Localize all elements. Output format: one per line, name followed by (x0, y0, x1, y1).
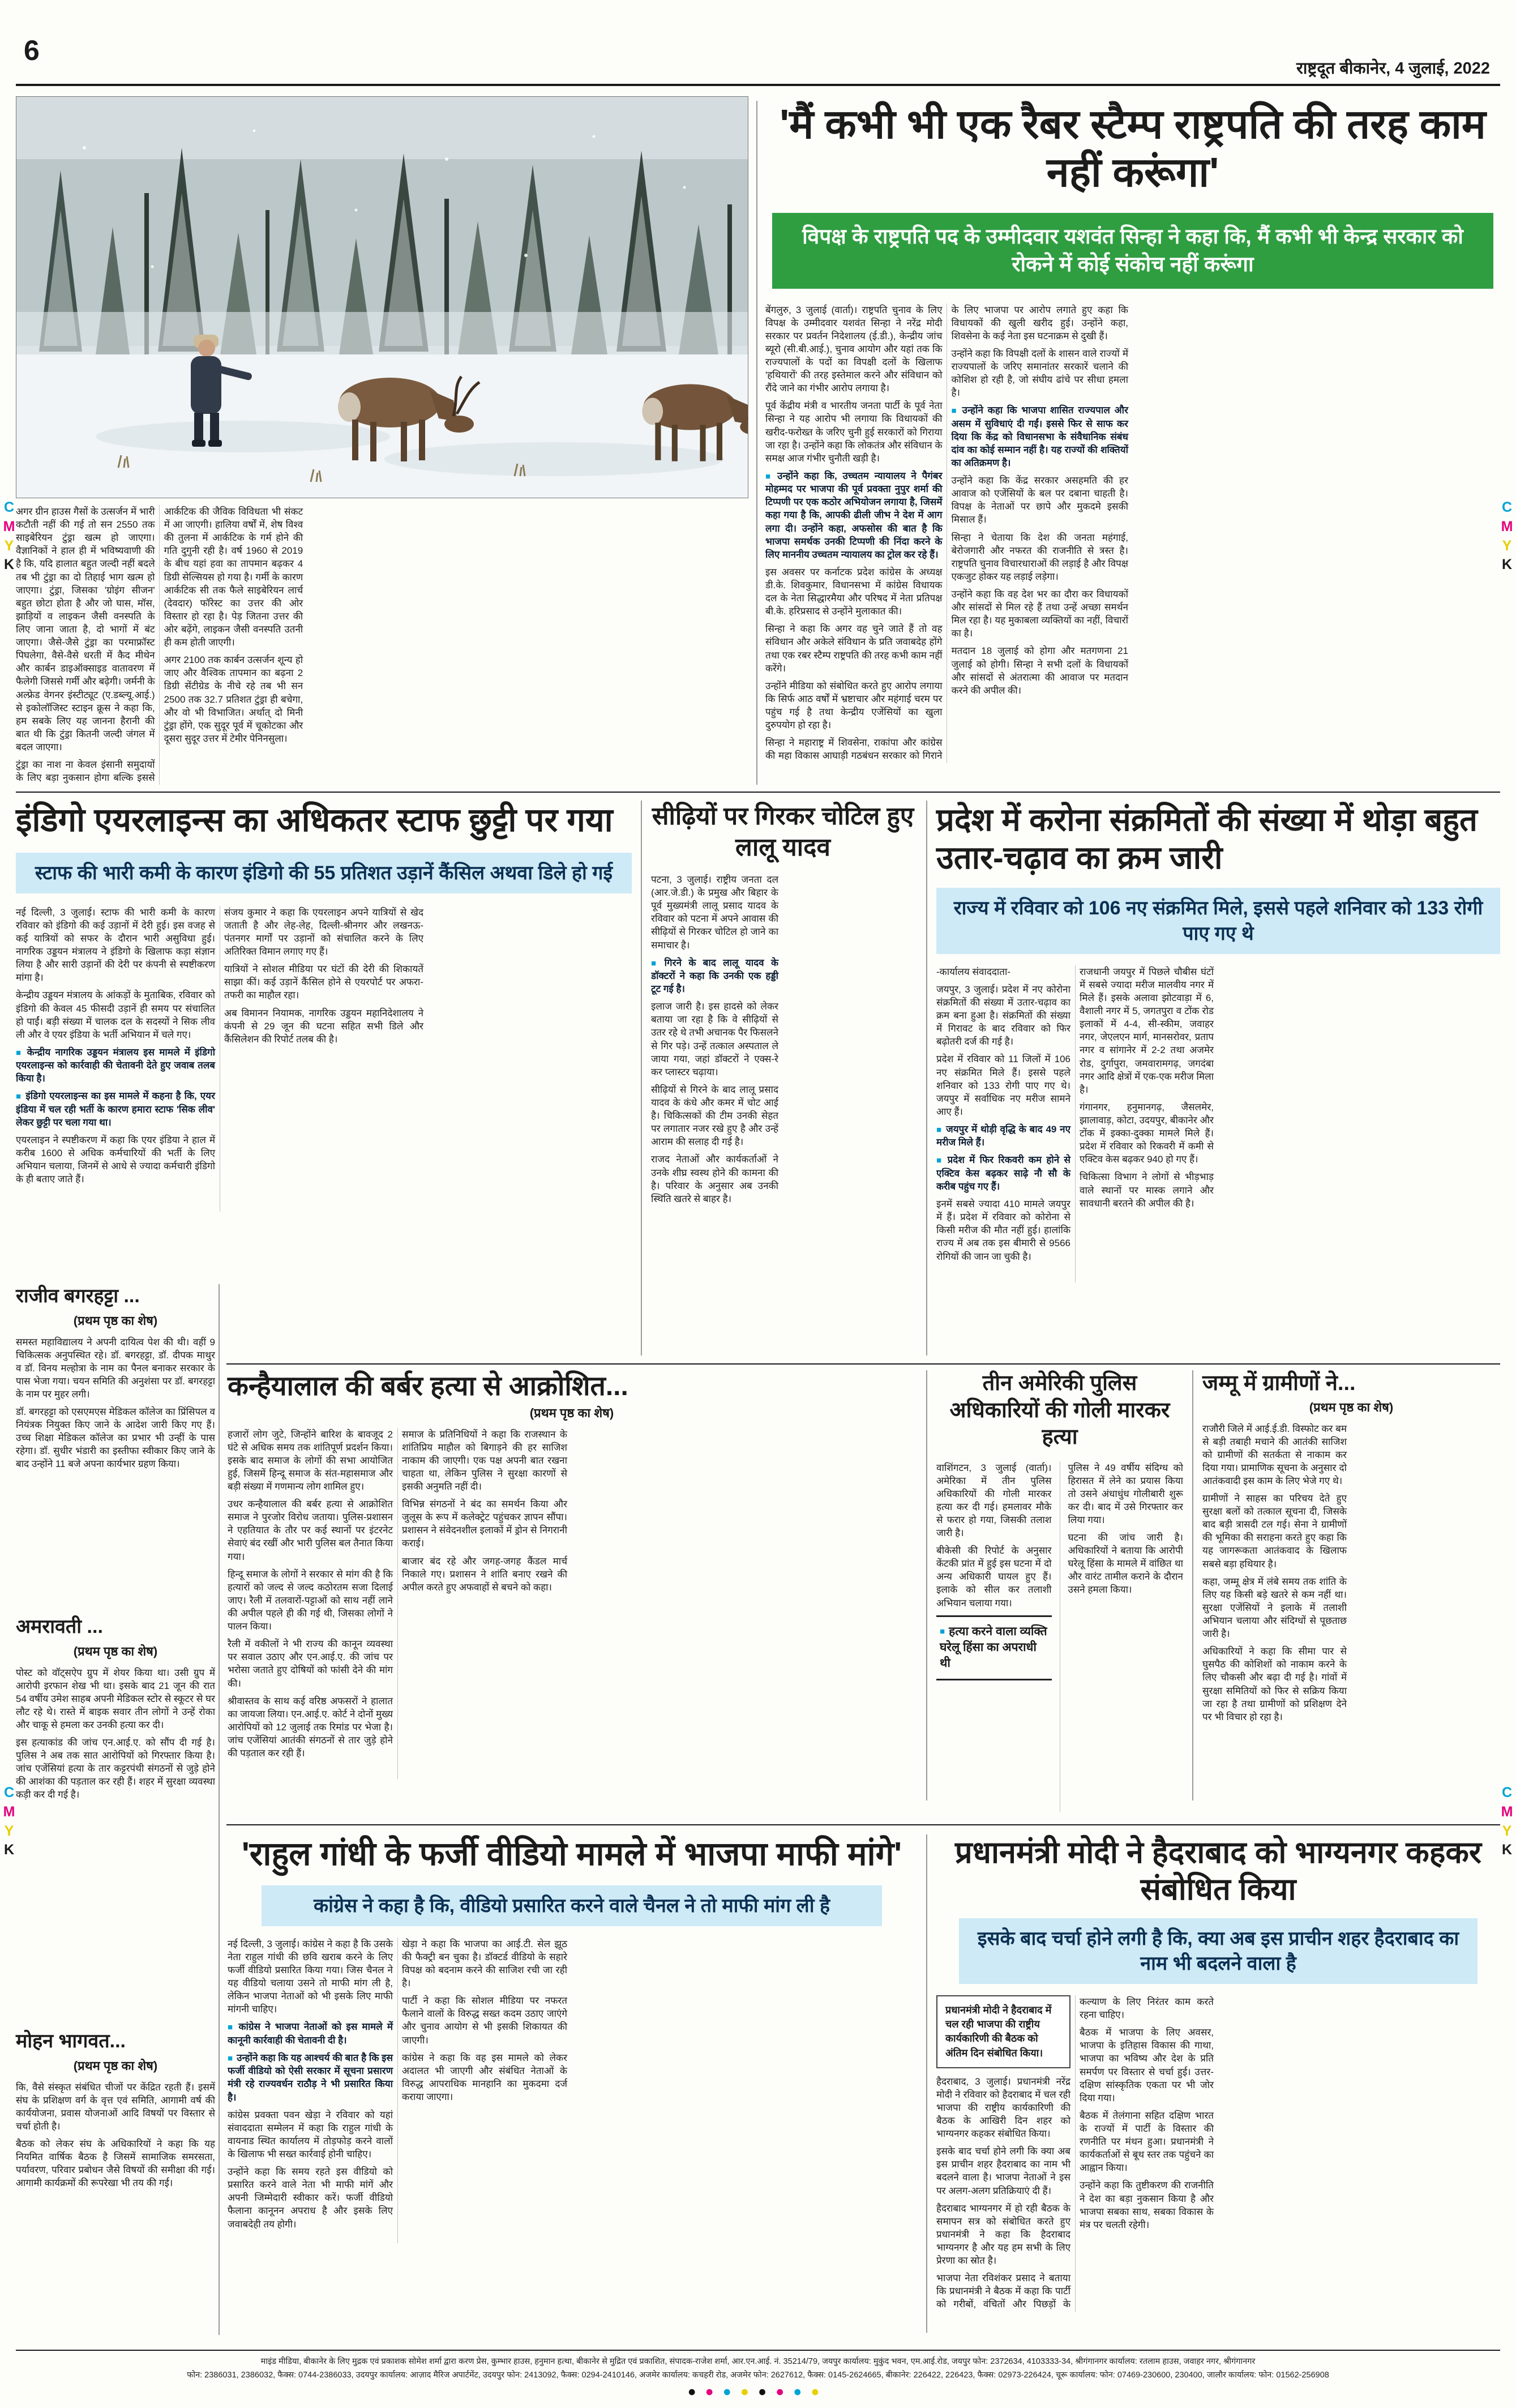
article-kanhaiyalal (228, 1370, 916, 1779)
section-rule (226, 1824, 1500, 1825)
bullet-square-icon: ■ (951, 406, 958, 416)
paragraph: इलाज जारी है। इस हादसे को लेकर बताया जा रहा है कि वे सीढ़ियों से उतर रहे थे तभी अचानक पैर फिसलने से गिर पड़े। उन्हें तत्काल अस्पताल ले जाया गया, जहां डॉक्टरों ने एक्स-रे कर प्लास्टर चढ़ाया। (651, 1001, 778, 1077)
article-body (936, 965, 1500, 1282)
paragraph: इस अवसर पर कर्नाटक प्रदेश कांग्रेस के अध्यक्ष डी.के. शिवकुमार, विधानसभा में कांग्रेस विधायक दल के नेता सिद्धारमैया और परिषद में नेता प्रतिपक्ष बी.के. हरिप्रसाद से उन्होंने मुलाकात की। (765, 566, 943, 617)
article-american-police (936, 1370, 1183, 1812)
article-body (16, 2081, 215, 2336)
paragraph: सिन्हा ने महाराष्ट्र में शिवसेना, राकांपा और कांग्रेस की महा विकास आघाड़ी गठबंधन सरकार को गिराने के लिए भाजपा पर आरोप लगाते हुए कहा कि विधायकों की खुली खरीद हुई। उन्होंने कहा, शिवसेना के कई नेता इस घटनाक्रम से दुखी हैं। (765, 304, 1128, 762)
paragraph: उन्होंने कहा कि तुष्टीकरण की राजनीति ने देश का बड़ा नुकसान किया है और भाजपा सबका साथ, सबका विकास के मंत्र पर चलती रहेगी। (1080, 2180, 1214, 2230)
section-rule (226, 1363, 1500, 1365)
paragraph: ■ उन्होंने कहा कि, उच्चतम न्यायालय ने पैगंबर मोहम्मद पर भाजपा की पूर्व प्रवक्ता नुपुर शर्मा की टिप्पणी पर एक कठोर अभियोजन लगाया है, जिसमें कहा गया है कि, आपकी ढीली जीभ ने देश में आग लगा दी। उन्होंने कहा, अफसोस की बात है कि भाजपा समर्थक उनकी टिप्पणी की निंदा करने के लिए माननीय उच्चतम न्यायालय का ट्रोल कर रहे हैं। (765, 470, 943, 560)
footer-rule (16, 2350, 1500, 2351)
cmyk-mark: K (3, 1842, 15, 1858)
cmyk-mark: K (1501, 557, 1513, 573)
paragraph: खेड़ा ने कहा कि भाजपा का आई.टी. सेल झूठ की फैक्ट्री बन चुका है। डॉक्टर्ड वीडियो के सहारे विपक्ष को बदनाम करने की साजिश रची जा रही है। (402, 1938, 567, 1989)
paragraph: भाजपा नेता रविशंकर प्रसाद ने बताया कि प्रधानमंत्री ने बैठक में कहा कि पार्टी को गरीबों, वंचितों और पिछड़ों के कल्याण के लिए निरंतर काम करते रहना चाहिए। (936, 1996, 1214, 2310)
paragraph: नई दिल्ली, 3 जुलाई। स्टाफ की भारी कमी के कारण रविवार को इंडिगो की कई उड़ानों में देरी हुई। इस वजह से कई यात्रियों को सफर के दौरान भारी असुविधा हुई। नागरिक उड्डयन मंत्रालय ने इंडिगो के खिलाफ कड़ा संज्ञान लिया है और सारी उड़ानों की देरी पर कंपनी से स्पष्टीकरण मांगा है। (16, 906, 215, 983)
page-number: 6 (24, 35, 40, 66)
headline: सीढ़ियों पर गिरकर चोटिल हुए लालू यादव (652, 802, 914, 861)
paragraph: रा‌जधानी जयपुर में पिछले चौबीस घंटों में सबसे ज्यादा मरीज मालवीय नगर में मिले हैं। इसके अलावा झोटवाड़ा में 6, वैशाली नगर में 5, जगतपुरा व टोंक रोड इलाकों में 4-4, सी-स्कीम, जवाहर नगर, जेएलएन मार्ग, मानसरोवर, प्रताप नगर व सांगानेर में 2-2 तथा अजमेर रोड, दुर्गापुरा, जमवारामगढ़, जगदंबा नगर आदि क्षेत्रों में एक-एक मरीज मिला है। (1080, 966, 1214, 1095)
bullet-square-icon: ■ (936, 1156, 944, 1166)
registration-dots (0, 2384, 1516, 2400)
registration-cmyk-left-2 (1, 1783, 17, 1860)
cmyk-mark: M (3, 518, 15, 534)
article-body (228, 1428, 916, 1779)
paragraph: ■ उन्होंने कहा कि भाजपा शासित राज्यपाल और असम में सुविधाएं दी गईं। इससे फिर से साफ कर दिया कि केंद्र को विधानसभा के संवैधानिक संबंध दांव का कोई सम्मान नहीं है। यह राज्यों की शक्तियों का अतिक्रमण है। (951, 405, 1128, 469)
headline: तीन अमेरिकी पुलिस अधिकारियों की गोली मारकर हत्या (949, 1371, 1170, 1449)
paragraph: उन्होंने कहा कि विपक्षी दलों के शासन वाले राज्यों में राज्यपालों के जरिए समानांतर सरकारें चलाने की कोशिश हो रही है, जो संघीय ढांचे पर सीधा हमला है। (951, 348, 1128, 399)
paragraph: कांग्रेस ने कहा कि वह इस मामले को लेकर अदालत भी जाएगी और संबंधित नेताओं के विरुद्ध आपराधिक मानहानि का मुकदमा दर्ज कराया जाएगा। (402, 2052, 567, 2102)
paragraph: ■ उन्होंने कहा कि यह आश्चर्य की बात है कि इस फर्जी वीडियो को ऐसी सरकार में सूचना प्रसारण मंत्री रहे राज्यवर्धन राठौड़ ने भी प्रसारित किया है। (228, 2052, 393, 2103)
headline: मोहन भागवत... (16, 2030, 126, 2052)
paragraph: ■ कांग्रेस ने भाजपा नेताओं को इस मामले में कानूनी कार्रवाही की चेतावनी दी है। (228, 2021, 393, 2046)
registration-dot: ● (687, 2384, 705, 2400)
bullet-square-icon: ■ (228, 2022, 235, 2033)
column-divider (756, 101, 757, 785)
column-divider (926, 1834, 927, 2333)
headline: इंडिगो एयरलाइन्स का अधिकतर स्टाफ छुट्टी पर गया (16, 802, 613, 839)
registration-cmyk-right-2 (1499, 1783, 1515, 1860)
cmyk-mark: C (1501, 499, 1513, 515)
subheadline-cyan: राज्य में रविवार को 106 नए संक्रमित मिले, इससे पहले शनिवार को 133 रोगी पाए गए थे (936, 888, 1500, 953)
paragraph: संजय कुमार ने कहा कि एयरलाइन अपने यात्रियों से खेद जताती है और लेह-लेह, दिल्ली-श्रीनगर और लखनऊ-पंतनगर मार्गों पर उड़ानों को संचालित करने के लिए अतिरिक्त विमान लगाए गए हैं। (224, 906, 423, 957)
article-corona (936, 801, 1500, 1282)
paragraph: नई दिल्ली, 3 जुलाई। कांग्रेस ने कहा है कि उसके नेता राहुल गांधी की छवि खराब करने के लिए फर्जी वीडियो प्रसारित किया गया। जिस चैनल ने यह वीडियो चलाया उसने तो माफी मांग ली है, लेकिन भाजपा नेताओं को भी इसके लिए माफी मांगनी चाहिए। (228, 1938, 393, 2015)
continuation-note: (प्रथम पृष्ठ का शेष) (529, 1405, 614, 1420)
registration-dot: ● (776, 2384, 794, 2400)
article-tundra-body (16, 505, 747, 785)
paragraph: एयरलाइन ने स्पष्टीकरण में कहा कि एयर इंडिया ने हाल में करीब 1600 से अधिक कर्मचारियों की भर्ती के लिए अभियान चलाया, जिनमें से आधे से ज्यादा कर्मचारी इंडिगो के ही बताए जाते हैं। (16, 1135, 215, 1185)
imprint-line-2: फोन: 2386031, 2386032, फैक्स: 0744-2386033, उदयपुर कार्यालय: आज़ाद मैरिज अपार्टमेंट, उदयपुर फोन: 2413092, फैक्स: 0294-2410146, अजमेर कार्यालय: कचहरी रोड, अजमेर फोन: 2627612, फैक्स: 0145-2624665, बीकानेर: 226422, 226423, फैक्स: 02973-226424, चूरू कार्यालय: फोन: 07469-230600, 230400, जालौर कार्यालय: फोन: 01562-256908 (187, 2371, 1329, 2380)
cmyk-mark: C (1501, 1785, 1513, 1800)
paragraph: डॉ. बगरहट्टा को एसएमएस मेडिकल कॉलेज का प्रिंसिपल व नियंत्रक नियुक्त किए जाने के आदेश जारी किए गए हैं। उच्च शिक्षा मेडिकल कॉलेज का प्रभार भी उन्हीं के पास रहेगा। डॉ. सुधीर भंडारी का इस्तीफा स्वीकार किए जाने के बाद उन्होंने 11 बजे अपना कार्यभार ग्रहण किया। (16, 1406, 215, 1470)
cmyk-mark: C (3, 499, 15, 515)
bullet-square-icon: ■ (16, 1047, 23, 1058)
imprint-line-1: माइंड मीडिया, बीकानेर के लिए मुद्रक एवं प्रकाशक सोमेश शर्मा द्वारा करण प्रेस, कुम्भार हाउस, हनुमान हत्था, बीकानेर से मुद्रित एवं प्रकाशित, संपादक-राजेश शर्मा, आर.एन.आई. नं. 35214/79, जयपुर कार्यालय: मुकुंद भवन, एम.आई.रोड, जयपुर फोन: 2372634, 4103333-34, श्रीगंगानगर कार्यालय: रतलाम हाउस, जवाहर नगर, श्रीगंगानगर (260, 2357, 1256, 2366)
pull-quote (936, 1615, 1052, 1680)
article-body (765, 303, 1500, 763)
paragraph: ग्रामीणों ने साहस का परिचय देते हुए सुरक्षा बलों को तत्काल सूचना दी, जिसके बाद बड़ी त्रासदी टल गई। सेना ने ग्रामीणों की भूमिका की सराहना करते हुए कहा कि यह जागरूकता आतंकवाद के खिलाफ सबसे बड़ा हथियार है। (1202, 1493, 1347, 1569)
article-column (1068, 1461, 1184, 1812)
paragraph: बैठक में तेलंगाना सहित दक्षिण भारत के राज्यों में पार्टी के विस्तार की रणनीति पर मंथन हुआ। प्रधानमंत्री ने कार्यकर्ताओं से बूथ स्तर तक पहुंचने का आह्वान किया। (1080, 2110, 1214, 2174)
continuation-note: (प्रथम पृष्ठ का शेष) (73, 1644, 158, 1658)
headline: जम्मू में ग्रामीणों ने... (1202, 1371, 1356, 1395)
paragraph: सीढ़ियों से गिरने के बाद लालू प्रसाद यादव के कंधे और कमर में चोट आई है। चिकित्सकों की टीम उनकी सेहत पर लगातार नजर रखे हुए है और उन्हें आराम की सलाह दी गई है। (651, 1084, 778, 1148)
article-body (16, 1336, 215, 1602)
paragraph: विभिन्न संगठनों ने बंद का समर्थन किया और जुलूस के रूप में कलेक्ट्रेट पहुंचकर ज्ञापन सौंपा। प्रशासन ने संवेदनशील इलाकों में ड्रोन से निगरानी कराई। (402, 1499, 567, 1549)
news-photo (16, 96, 748, 498)
paragraph: -कार्यालय संवाददाता- (936, 966, 1011, 977)
paragraph: अगर ग्रीन हाउस गैसों के उत्सर्जन में भारी कटौती नहीं की गई तो सन 2550 तक साइबेरियन टुंड्रा खत्म हो जाएगा। वैज्ञानिकों ने हाल ही में भविष्यवाणी की है कि, यदि हालात बहुत जल्दी नहीं बदले तब भी टुंड्रा का दो तिहाई भाग खत्म हो जाएगा। टुंड्रा, जिसका 'ग्रोइंग सीजन' बहुत छोटा होता है और जो घास, मॉस, झाड़ियों व लाइकन जैसी वनस्पति के लिए जाना जाता है, दो भागों में बंट जाएगा। जैसे-जैसे टुंड्रा का परमाफ्रॉस्ट पिघलेगा, वैसे-वैसे धरती में कैद मीथेन और कार्बन डाइऑक्साइड वातावरण में फैलेगी जिससे गर्मी और बढ़ेगी। जर्मनी के अल्फ्रेड वेगनर इंस्टीट्यूट (ए.डब्ल्यू.आई.) से इकोलॉजिस्ट स्टाइन क्रूस ने कहा कि, हम सबके लिए यह जानना हैरानी की बात थी कि टुंड्रा कितनी जल्दी जंगल में बदल जाएगा। (16, 506, 155, 752)
paragraph: कांग्रेस प्रवक्ता पवन खेड़ा ने रविवार को यहां संवाददाता सम्मेलन में कहा कि राहुल गांधी के वायनाड स्थित कार्यालय में तोड़फोड़ करने वालों के खिलाफ भी सख्त कार्रवाई होनी चाहिए। (228, 2109, 393, 2159)
subheadline-green: विपक्ष के राष्ट्रपति पद के उम्मीदवार यशवंत सिन्हा ने कहा कि, मैं कभी भी केन्द्र सरकार को रोकने में कोई संकोच नहीं करूंगा (772, 213, 1493, 289)
bullet-square-icon: ■ (16, 1092, 22, 1102)
paragraph: उन्होंने मीडिया को संबोधित करते हुए आरोप लगाया कि सिर्फ आठ वर्षों में भ्रष्टाचार और महंगाई चरम पर पहुंच गई है तथा केन्द्रीय एजेंसियों का खुला दुरुपयोग हो रहा है। (765, 680, 943, 731)
column-divider (926, 801, 927, 1355)
cmyk-mark: Y (4, 537, 14, 554)
article-amravati-continuation (16, 1615, 215, 2006)
article-column (936, 1461, 1060, 1812)
article-body (651, 873, 915, 1213)
article-modi (936, 1834, 1500, 2312)
headline: 'राहुल गांधी के फर्जी वीडियो मामले में भाजपा माफी मांगे' (241, 1836, 902, 1872)
paragraph: प्रदेश में रविवार को 11 जिलों में 106 नए संक्रमित मिले हैं। इससे पहले शनिवार को 133 रोगी पाए गए थे। जयपुर में सर्वाधिक नए मरीज सामने आए हैं। (936, 1054, 1070, 1117)
bullet-square-icon: ■ (228, 2053, 233, 2063)
continuation-note: (प्रथम पृष्ठ का शेष) (73, 1313, 158, 1328)
article-rajiv-continuation (16, 1284, 215, 1602)
paragraph: सिन्हा ने चेताया कि देश की जनता महंगाई, बेरोजगारी और नफरत की राजनीति से त्रस्त है। राष्ट्रपति चुनाव विचारधाराओं की लड़ाई है और विपक्ष एकजुट होकर यह लड़ाई लड़ेगा। (951, 532, 1128, 582)
cmyk-mark: K (1501, 1842, 1513, 1858)
paragraph: राजौरी जिले में आई.ई.डी. विस्फोट कर बम से बड़ी तबाही मचाने की आतंकी साजिश को ग्रामीणों की सतर्कता से नाकाम कर दिया गया। प्रामाणिक सूचना के अनुसार दो आतंकवादी इस काम के लिए भेजे गए थे। (1202, 1423, 1347, 1486)
cmyk-mark: M (1501, 518, 1513, 534)
column-divider (641, 801, 642, 1355)
cmyk-mark: Y (4, 1823, 14, 1839)
paragraph: चिकित्सा विभाग ने लोगों से भीड़भाड़ वाले स्थानों पर मास्क लगाने और सावधानी बरतने की अपील की है। (1080, 1171, 1214, 1209)
paragraph: वाशिंगटन, 3 जुलाई (वार्ता)। अमेरिका में तीन पुलिस अधिकारियों की गोली मारकर हत्या कर दी गई। हमलावर मौके से फरार हो गया, जिसकी तलाश जारी है। (936, 1462, 1052, 1539)
paragraph: इनमें सबसे ज्यादा 410 मामले जयपुर में हैं। प्रदेश में रविवार को कोरोना से किसी मरीज की मौत नहीं हुई। हालांकि राज्य में अब तक इस बीमारी से 9566 रोगियों की जान जा चुकी है। (936, 1199, 1070, 1262)
article-indigo (16, 801, 632, 1212)
paragraph: समस्त महाविद्यालय ने अपनी दायित्व पेश की थी। वहीं 9 चिकित्सक अनुपस्थित रहे। डॉ. बगरहट्टा, डॉ. दीपक माथुर व डॉ. विनय मल्होत्रा के नाम का पैनल बनाकर सरकार के पास भेजा गया। चयन समिति की अनुशंसा पर डॉ. बगरहट्टा के नाम पर मुहर लगी। (16, 1336, 215, 1400)
subheadline-cyan: इसके बाद चर्चा होने लगी है कि, क्या अब इस प्राचीन शहर हैदराबाद का नाम भी बदलने वाला है (959, 1918, 1478, 1984)
registration-cmyk-left-1 (1, 498, 17, 575)
paragraph: बेंगलुरु, 3 जुलाई (वार्ता)। राष्ट्रपति चुनाव के लिए विपक्ष के उम्मीदवार यशवंत सिन्हा ने नरेंद्र मोदी सरकार पर प्रवर्तन निदेशालय (ई.डी.), केन्द्रीय जांच ब्यूरो (सी.बी.आई.), चुनाव आयोग और यहां तक कि राज्यपालों के पदों का विपक्षी दलों के खिलाफ 'हथियारों' की तरह इस्तेमाल करने और संविधान को रौंदे जाने का गंभीर आरोप लगाया है। (765, 304, 943, 394)
headline: कन्हैयालाल की बर्बर हत्या से आक्रोशित... (228, 1371, 628, 1401)
paragraph: गंगानगर, हनुमानगढ़, जैसलमेर, झालावाड़, कोटा, उदयपुर, बीकानेर और टोंक में इक्का-दुक्का मामले मिले हैं। प्रदेश में रविवार को रिकवरी में कमी से एक्टिव केस बढ़कर 940 हो गए हैं। (1080, 1101, 1214, 1165)
article-body (936, 1995, 1500, 2312)
article-body (16, 906, 632, 1212)
paragraph: पुलिस ने 49 वर्षीय संदिग्ध को हिरासत में लेने का प्रयास किया तो उसने अंधाधुंध गोलीबारी शुरू कर दी। बाद में उसे गिरफ्तार कर लिया गया। (1068, 1462, 1183, 1525)
headline: 'मैं कभी भी एक रैबर स्टैम्प राष्ट्रपति की तरह काम नहीं करूंगा' (780, 102, 1486, 195)
headline: राजीव बगरहट्टा ... (16, 1285, 140, 1307)
paragraph: हजारों लोग जुटे, जिन्होंने बारिश के बावजूद 2 घंटे से अधिक समय तक शांतिपूर्ण प्रदर्शन किया। इसके बाद समाज के लोगों की सभा आयोजित हुई, जिसमें हिन्दू समाज के संत-महासमाज और बड़ी संख्या में गणमान्य लोग शामिल हुए। (228, 1428, 393, 1492)
article-body (936, 1461, 1183, 1812)
paragraph: उन्होंने कहा कि केंद्र सरकार असहमति की हर आवाज को एजेंसियों के बल पर दबाना चाहती है। विपक्ष के नेताओं पर छापे और मुकदमे इसकी मिसाल हैं। (951, 475, 1128, 525)
paragraph: ■ इंडिगो एयरलाइन्स का इस मामले में कहना है कि, एयर इंडिया में चल रही भर्ती के कारण हमारा स्टाफ 'सिक लीव' लेकर छुट्टी पर चला गया था। (16, 1090, 215, 1128)
article-body (228, 1937, 916, 2243)
paragraph: कि, वैसे संस्कृत संबंधित चीजों पर केंद्रित रहती हैं। इसमें संघ के प्रशिक्षण वर्ग के वृत्त एवं समिति, आगामी वर्ष की कार्ययोजना, प्रवास योजनाओं आदि विषयों पर विस्तार से चर्चा होती है। (16, 2081, 215, 2132)
column-divider (219, 1284, 220, 2335)
paragraph: यात्रियों ने सोशल मीडिया पर घंटों की देरी की शिकायतें साझा कीं। कई उड़ानें कैंसिल होने से एयरपोर्ट पर अफरा-तफरी का माहौल रहा। (224, 964, 423, 1001)
pull-quote-text: हत्या करने वाला व्यक्ति घरेलू हिंसा का अपराधी थी (940, 1624, 1047, 1670)
cmyk-mark: C (3, 1785, 15, 1800)
paragraph: उन्होंने कहा कि वह देश भर का दौरा कर विधायकों और सांसदों से मिल रहे हैं तथा उन्हें अच्छा समर्थन मिल रहा है। यह मुकाबला व्यक्तियों का नहीं, विचारों का है। (951, 589, 1128, 639)
cmyk-mark: Y (1502, 1823, 1512, 1839)
paragraph: ■ केन्द्रीय नागरिक उड्डयन मंत्रालय इस मामले में इंडिगो एयरलाइन्स को कार्रवाही की चेतावनी देते हुए जवाब तलब किया है। (16, 1046, 216, 1084)
bullet-square-icon: ■ (940, 1626, 945, 1636)
article-body (1202, 1422, 1500, 1773)
subheadline-cyan: स्टाफ की भारी कमी के कारण इंडिगो की 55 प्रतिशत उड़ानें कैंसिल अथवा डिले हो गई (16, 853, 632, 893)
continuation-note: (प्रथम पृष्ठ का शेष) (73, 2058, 158, 2073)
highlight-box: प्रधानमंत्री मोदी ने हैदराबाद में चल रही भाजपा की राष्ट्रीय कार्यकारिणी की बैठक को अंतिम दिन संबोधित किया। (936, 1995, 1070, 2068)
paragraph: उधर कन्हैयालाल की बर्बर हत्या से आक्रोशित समाज ने पुरजोर विरोध जताया। पुलिस-प्रशासन ने एहतियात के तौर पर कई स्थानों पर इंटरनेट सेवाएं बंद रखीं और भारी पुलिस बल तैनात किया गया। (228, 1499, 393, 1562)
registration-dot: ● (722, 2384, 740, 2400)
paragraph: इसके बाद चर्चा होने लगी कि क्या अब इस प्राचीन शहर हैदराबाद का नाम भी बदलने वाला है। भाजपा नेताओं ने इस पर अलग-अलग प्रतिक्रियाएं दी हैं। (936, 2146, 1070, 2196)
registration-dot: ● (793, 2384, 811, 2400)
paragraph: बीकेसी की रिपोर्ट के अनुसार केंटकी प्रांत में हुई इस घटना में दो अन्य अधिकारी घायल हुए हैं। इलाके को सील कर तलाशी अभियान चलाया गया। (936, 1545, 1052, 1609)
paragraph: श्रीवास्तव के साथ कई वरिष्ठ अफसरों ने हालात का जायजा लिया। एन.आई.ए. कोर्ट ने दोनों मुख्य आरोपियों को 12 जुलाई तक रिमांड पर भेजा है। जांच एजेंसियां आतंकी संगठनों से तार जुड़े होने की पड़ताल कर रही हैं। (228, 1695, 393, 1759)
bullet-square-icon: ■ (651, 958, 661, 968)
paragraph: हैदराबाद, 3 जुलाई। प्रधानमंत्री नरेंद्र मोदी ने रविवार को हैदराबाद में चल रही भाजपा की राष्ट्रीय कार्यकारिणी की बैठक के आखिरी दिन शहर को भाग्यनगर कहकर संबोधित किया। (936, 2076, 1070, 2140)
registration-dot: ● (740, 2384, 758, 2400)
section-rule (16, 792, 1500, 793)
cmyk-mark: Y (1502, 537, 1512, 554)
paragraph: राजद नेताओं और कार्यकर्ताओं ने उनके शीघ्र स्वस्थ होने की कामना की है। परिवार के अनुसार अब उनकी स्थिति खतरे से बाहर है। (651, 1154, 778, 1204)
paragraph: ■ जयपुर में थोड़ी वृद्धि के बाद 49 नए मरीज मिले हैं। (936, 1123, 1070, 1148)
paragraph: पार्टी ने कहा कि सोशल मीडिया पर नफरत फैलाने वालों के विरुद्ध सख्त कदम उठाए जाएंगे और चुनाव आयोग से भी इसकी शिकायत की जाएगी। (402, 1995, 567, 2046)
masthead: राष्ट्रदूत बीकानेर, 4 जुलाई, 2022 (1296, 59, 1490, 78)
subheadline-cyan: कांग्रेस ने कहा है कि, वीडियो प्रसारित करने वाले चैनल ने तो माफी मांग ली है (262, 1885, 882, 1926)
registration-dot: ● (811, 2384, 829, 2400)
registration-dot: ● (758, 2384, 776, 2400)
bullet-square-icon: ■ (936, 1124, 943, 1135)
cmyk-mark: K (3, 557, 15, 573)
registration-dot: ● (705, 2384, 723, 2400)
paragraph: पूर्व केंद्रीय मंत्री व भारतीय जनता पार्टी के पूर्व नेता सिन्हा ने यह आरोप भी लगाया कि विधायकों की खरीद-फरोख्त के जरिए चुनी हुई सरकारों को गिराया जा रहा है। उन्होंने कहा कि लोकतंत्र और संविधान के समक्ष आज गंभीर चुनौती खड़ी है। (765, 400, 943, 464)
paragraph: बैठक में भाजपा के लिए अवसर, भाजपा के इतिहास विकास की गाथा, भाजपा का भविष्य और देश के प्रति समर्पण पर विस्तार से चर्चा हुई। उत्तर-दक्षिण सांस्कृतिक एकता पर भी जोर दिया गया। (1080, 2027, 1214, 2103)
header-rule (16, 84, 1500, 86)
paragraph: इस हत्याकांड की जांच एन.आई.ए. को सौंप दी गई है। पुलिस ने अब तक सात आरोपियों को गिरफ्तार किया है। जांच एजेंसियां हत्या के तार कट्टरपंथी संगठनों से जुड़े होने की आशंका की पड़ताल कर रही हैं। शहर में सुरक्षा व्यवस्था कड़ी कर दी गई है। (16, 1737, 215, 1800)
article-mohan-continuation (16, 2029, 215, 2336)
paragraph: टुंड्रा का नाश ना केवल इंसानी समुदायों के लिए बड़ा नुकसान होगा बल्कि इससे आर्कटिक की जैविक विविधता भी संकट में आ जाएगी। हालिया वर्षों में, शेष विश्व की तुलना में आर्कटिक के गर्म होने की गति दुगुनी रही है। वर्ष 1960 से 2019 के बीच यहां हवा का तापमान बढ़कर 4 डिग्री सेल्सियस हो गया है। गर्मी के कारण आर्कटिक सी तक फैले साइबेरियन लार्च (देवदार) फॉरेस्ट का उत्तर की ओर विस्तार हो रहा है। पेड़ जितना उत्तर की ओर बढ़ेंगे, लाइकन जैसी वनस्पति उतनी ही कम होती जाएगी। (16, 506, 303, 784)
paragraph: रैली में वकीलों ने भी राज्य की कानून व्यवस्था पर सवाल उठाए और एन.आई.ए. की जांच पर भरोसा जताते हुए दोषियों को फांसी देने की मांग की। (228, 1639, 393, 1689)
article-lalu (651, 801, 915, 1213)
paragraph: हिन्दू समाज के लोगों ने सरकार से मांग की है कि हत्यारों को जल्द से जल्द कठोरतम सजा दिलाई जाए। रैली में तलवारों-पट्टाओं को साथ नहीं लाने की अपील पहले ही की गई थी, जिसका लोगों ने पालन किया। (228, 1568, 393, 1632)
article-rahul (228, 1834, 916, 2243)
bullet-square-icon: ■ (765, 471, 774, 481)
cmyk-mark: M (1501, 1803, 1513, 1820)
article-jammu-continuation (1202, 1370, 1500, 1773)
paragraph: अधिकारियों ने कहा कि सीमा पार से घुसपैठ की कोशिशों को नाकाम करने के लिए चौकसी और बढ़ा दी गई है। गांवों में सुरक्षा समितियों को फिर से सक्रिय किया जा रहा है तथा ग्रामीणों को प्रशिक्षण देने पर भी विचार हो रहा है। (1202, 1646, 1347, 1722)
photo-illustration (16, 97, 748, 498)
registration-cmyk-right-1 (1499, 498, 1515, 575)
column-divider (1192, 1370, 1193, 1800)
article-sinha (765, 101, 1500, 763)
paragraph: जयपुर, 3 जुलाई। प्रदेश में नए कोरोना संक्रमितों की संख्या में उतार-चढ़ाव का क्रम बना हुआ है। संक्रमितों की संख्या में गिरावट के बाद रविवार को फिर बढ़ोतरी दर्ज की गई है। (936, 983, 1070, 1047)
paragraph: समाज के प्रतिनिधियों ने कहा कि राजस्थान के शांतिप्रिय माहौल को बिगाड़ने की हर साजिश नाकाम की जाएगी। एक पक्ष अपनी बात रखना चाहता था, लेकिन पुलिस ने सुरक्षा कारणों से इसकी अनुमति नहीं दी। (402, 1428, 567, 1492)
paragraph: अब विमानन नियामक, नागरिक उड्डयन महानिदेशालय ने कंपनी से 29 जून की घटना सहित सभी डिले और कैंसिलेशन की रिपोर्ट तलब की है। (224, 1007, 423, 1045)
paragraph: हैदराबाद भाग्यनगर में हो रही बैठक के समापन सत्र को संबोधित करते हुए प्रधानमंत्री ने कहा कि हैदराबाद भाग्यनगर है और यह हम सभी के लिए प्रेरणा का स्रोत है। (936, 2202, 1070, 2266)
headline: प्रधानमंत्री मोदी ने हैदराबाद को भाग्यनगर कहकर संबोधित किया (955, 1836, 1481, 1906)
paragraph: ■ प्रदेश में फिर रिकवरी कम होने से एक्टिव केस बढ़कर साढ़े नौ सौ के करीब पहुंच गए हैं। (936, 1154, 1070, 1192)
paragraph: घटना की जांच जारी है। अधिकारियों ने बताया कि आरोपी घरेलू हिंसा के मामले में वांछित था और वारंट तामील कराने के दौरान उसने हमला किया। (1068, 1532, 1183, 1596)
paragraph: ■ गिरने के बाद लालू यादव के डॉक्टरों ने कहा कि उनकी एक हड्डी टूट गई है। (651, 957, 778, 995)
continuation-note: (प्रथम पृष्ठ का शेष) (1309, 1400, 1394, 1414)
paragraph: बैठक को लेकर संघ के अधिकारियों ने कहा कि यह नियमित वार्षिक बैठक है जिसमें सामाजिक समरसता, पर्यावरण, परिवार प्रबोधन जैसे विषयों की समीक्षा की गई। आगामी कार्यक्रमों की रूपरेखा भी तय की गई। (16, 2138, 215, 2189)
paragraph: पोस्ट को वॉट्सऐप ग्रुप में शेयर किया था। उसी ग्रुप में आरोपी इरफान शेख भी था। इसके बाद 21 जून की रात 54 वर्षीय उमेश साहब अपनी मेडिकल स्टोर से स्कूटर से घर लौट रहे थे। रास्ते में बाइक सवार तीन लोगों ने उन्हें रोका और चाकू से हमला कर उनकी हत्या कर दी। (16, 1667, 215, 1730)
headline: प्रदेश में करोना संक्रमितों की संख्या में थोड़ा बहुत उतार-चढ़ाव का क्रम जारी (936, 802, 1478, 876)
paragraph: सिन्हा ने कहा कि अगर वह चुने जाते हैं तो वह संविधान और अकेले संविधान के प्रति जवाबदेह होंगे तथा एक रबर स्टैम्प राष्ट्रपति की तरह कभी काम नहीं करेंगे। (765, 623, 943, 674)
paragraph: पटना, 3 जुलाई। राष्ट्रीय जनता दल (आर.जे.डी.) के प्रमुख और बिहार के पूर्व मुख्यमंत्री लालू प्रसाद यादव के रविवार को पटना में अपने आवास की सीढ़ियों से गिरकर चोटिल हो जाने का समाचार है। (651, 874, 778, 951)
paragraph: बाजार बंद रहे और जगह-जगह कैंडल मार्च निकाले गए। प्रशासन ने शांति बनाए रखने की अपील करते हुए अफवाहों से बचने को कहा। (402, 1555, 567, 1593)
cmyk-mark: M (3, 1803, 15, 1820)
paragraph: मतदान 18 जुलाई को होगा और मतगणना 21 जुलाई को होगी। सिन्हा ने सभी दलों के विधायकों और सांसदों से अंतरात्मा की आवाज पर मतदान करने की अपील की। (951, 645, 1128, 696)
paragraph: कहा, जम्मू क्षेत्र में लंबे समय तक शांति के लिए यह किसी बड़े खतरे से कम नहीं था। सुरक्षा एजेंसियों ने इलाके में तलाशी अभियान चलाया और संदिग्धों से पूछताछ जारी है। (1202, 1576, 1347, 1640)
paragraph: केन्द्रीय उड्डयन मंत्रालय के आंकड़ों के मुताबिक, रविवार को इंडिगो की केवल 45 फीसदी उड़ानें ही समय पर संचालित हो पाईं। बड़ी संख्या में चालक दल के सदस्यों ने सिक लीव ली और वे एयर इंडिया के भर्ती अभियान में चले गए। (16, 990, 215, 1040)
article-body (16, 1666, 215, 2006)
headline: अमरावती ... (16, 1616, 103, 1637)
paragraph: अगर 2100 तक कार्बन उत्सर्जन शून्य हो जाए और वैश्विक तापमान का बढ़ना 2 डिग्री सेंटीग्रेड के नीचे रहे तब भी सन 2500 तक 32.7 प्रतिशत टुंड्रा ही बचेगा, और वो भी विभाजित। अर्थात् दो मिनी टुंड्रा होंगे, एक सुदूर पूर्व में चूकोटका और दूसरा सुदूर उत्तर में टेमीर पेनिनसुला। (164, 655, 303, 744)
column-divider (926, 1370, 927, 1800)
paragraph: उन्होंने कहा कि समय रहते इस वीडियो को प्रसारित करने वाले नेता भी माफी मांगें और अपनी जिम्मेदारी स्वीकार करें। फर्जी वीडियो फैलाना कानूनन अपराध है और इसके लिए जवाबदेही तय होगी। (228, 2166, 393, 2230)
